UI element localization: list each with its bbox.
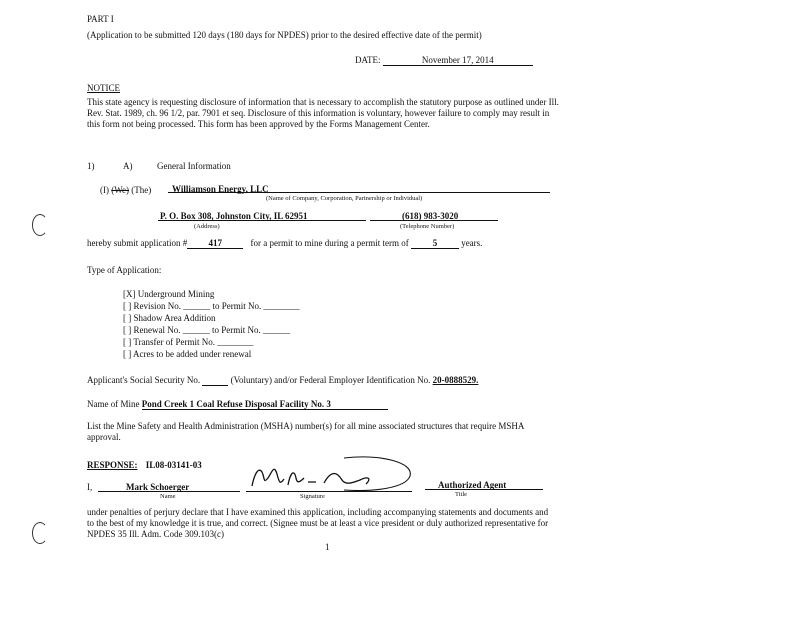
response-line xyxy=(87,461,202,470)
punch-hole-mark xyxy=(32,522,48,544)
address-value: P. O. Box 308, Johnston City, IL 62951 xyxy=(160,211,308,221)
option-transfer: [ ] Transfer of Permit No. ________ xyxy=(123,337,254,347)
signature-underline xyxy=(246,491,412,492)
date-value: November 17, 2014 xyxy=(383,56,533,66)
name-caption: Name xyxy=(160,493,176,500)
handwritten-signature xyxy=(244,452,416,496)
title-caption: Title xyxy=(455,491,468,498)
address-underline xyxy=(158,220,366,221)
part-label: PART I xyxy=(87,14,114,24)
applicant-pronouns: (I) (We) (The) xyxy=(100,185,152,195)
company-underline xyxy=(168,192,550,193)
option-underground-mining: [X] Underground Mining xyxy=(123,289,215,299)
signer-title: Authorized Agent xyxy=(438,480,507,490)
option-revision: [ ] Revision No. ______ to Permit No. ________ xyxy=(123,301,300,311)
page-number: 1 xyxy=(325,542,330,552)
phone-underline xyxy=(370,220,498,221)
title-underline xyxy=(425,489,543,490)
punch-hole-mark xyxy=(32,214,48,236)
signature-caption: Signature xyxy=(300,493,325,500)
address-caption: (Address) xyxy=(194,223,220,230)
ssn-blank xyxy=(202,376,228,386)
application-line: hereby submit application # 417 for a permit to mine during a permit term of 5 years. xyxy=(87,238,483,248)
date-line xyxy=(355,56,533,66)
phone-value: (618) 983-3020 xyxy=(402,211,459,221)
msha-instructions: List the Mine Safety and Health Administration (MSHA) number(s) for all mine associated structures that require MSHA approval. xyxy=(87,421,524,442)
signer-prefix: I, xyxy=(87,482,93,492)
phone-caption: (Telephone Number) xyxy=(400,223,455,230)
notice-title: NOTICE xyxy=(87,83,120,93)
company-caption: (Name of Company, Corporation, Partnership or Individual) xyxy=(266,195,423,202)
application-type-label: Type of Application: xyxy=(87,265,162,275)
submission-instructions: (Application to be submitted 120 days (180 days for NPDES) prior to the desired effective date of the permit) xyxy=(87,30,482,40)
response-value: IL08-03141-03 xyxy=(145,460,202,470)
option-acres: [ ] Acres to be added under renewal xyxy=(123,349,252,359)
ssn-line: Applicant's Social Security No. (Voluntary) and/or Federal Employer Identification No. 20-0888529. xyxy=(87,375,479,385)
fein-value: 20-0888529. xyxy=(432,375,479,385)
mine-line: Name of Mine Pond Creek 1 Coal Refuse Disposal Facility No. 3 xyxy=(87,400,388,410)
company-name: Williamson Energy, LLC xyxy=(172,184,269,194)
section-number: 1) xyxy=(87,161,95,171)
signer-name: Mark Schoerger xyxy=(126,482,190,492)
notice-body: This state agency is requesting disclosure of information that is necessary to accomplish the statutory purpose as outlined under Ill. Rev. Stat. 1989, ch. 96 1/2, par. 7901 et seq. Disclosure of this information is voluntary, however failure to comply may result in this form not being processed. This form has been approved by the Forms Management Center. xyxy=(87,97,559,129)
response-label: RESPONSE: xyxy=(87,460,138,470)
permit-term: 5 xyxy=(411,239,459,249)
date-label: DATE: xyxy=(355,55,381,65)
mine-name: Pond Creek 1 Coal Refuse Disposal Facility No. 3 xyxy=(142,400,388,410)
section-title: General Information xyxy=(157,161,231,171)
option-renewal: [ ] Renewal No. ______ to Permit No. ______ xyxy=(123,325,290,335)
option-shadow-area: [ ] Shadow Area Addition xyxy=(123,313,216,323)
application-number: 417 xyxy=(187,239,243,249)
name-underline xyxy=(98,491,240,492)
section-sub: A) xyxy=(123,161,133,171)
perjury-declaration: under penalties of perjury declare that I have examined this application, including accompanying statements and documents and to the best of my knowledge it is true, and correct. (Signee must be at least a vice president or duly authorized representative for NPDES 35 Ill. Adm. Code 309.103(c) xyxy=(87,507,549,539)
